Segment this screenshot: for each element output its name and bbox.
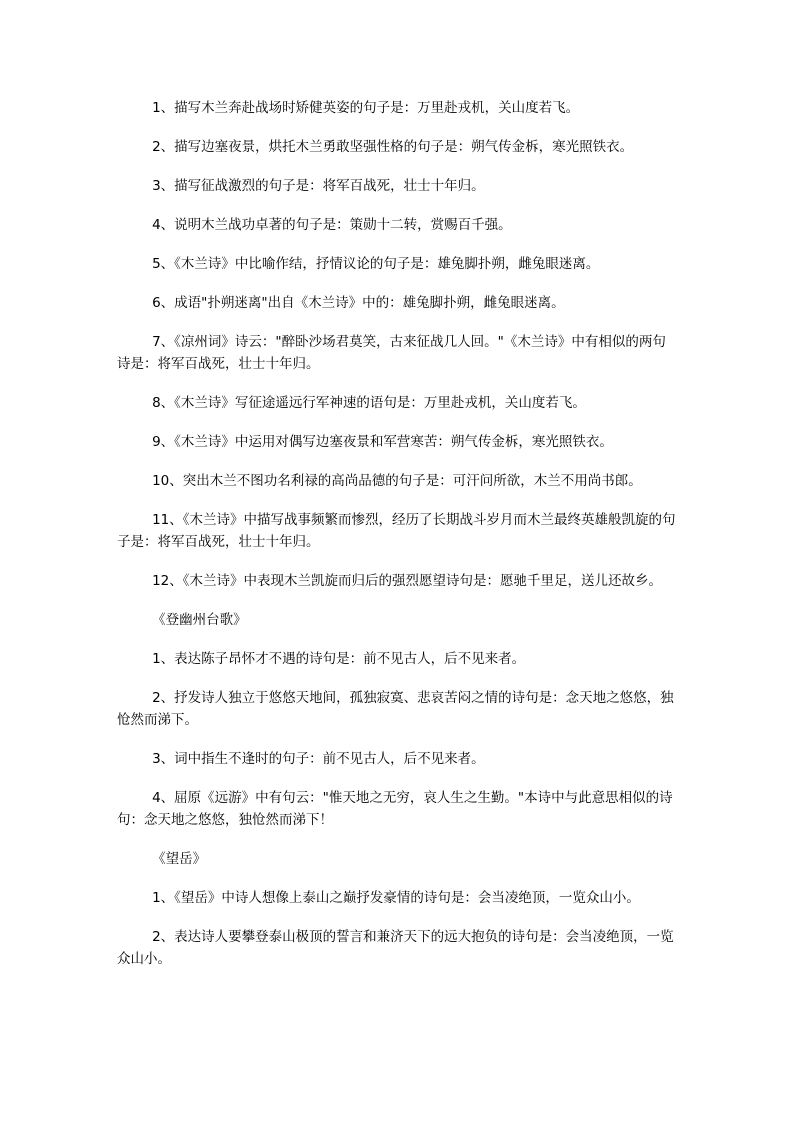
paragraph: 12、《木兰诗》中表现木兰凯旋而归后的强烈愿望诗句是：愿驰千里足，送儿还故乡。: [152, 573, 663, 589]
paragraph: 3、描写征战激烈的句子是：将军百战死，壮士十年归。: [152, 178, 485, 194]
section-title: 《望岳》: [152, 851, 207, 867]
paragraph: 4、说明木兰战功卓著的句子是：策勋十二转，赏赐百千强。: [152, 217, 512, 233]
paragraph: 4、屈原《远游》中有句云："惟天地之无穷，哀人生之生勤。"本诗中与此意思相似的诗句：念天地之悠悠，独怆然而涕下！: [117, 790, 673, 828]
paragraph: 1、表达陈子昂怀才不遇的诗句是：前不见古人，后不见来者。: [152, 651, 526, 667]
section-title: 《登幽州台歌》: [152, 612, 247, 628]
paragraph: 6、成语"扑朔迷离"出自《木兰诗》中的：雄兔脚扑朔，雌兔眼迷离。: [152, 295, 565, 311]
paragraph: 2、表达诗人要攀登泰山极顶的誓言和兼济天下的远大抱负的诗句是：会当凌绝顶，一览众山小。: [117, 929, 674, 967]
paragraph: 5、《木兰诗》中比喻作结，抒情议论的句子是：雄兔脚扑朔，雌兔眼迷离。: [152, 256, 600, 272]
paragraph: 10、突出木兰不图功名利禄的高尚品德的句子是：可汗问所欲，木兰不用尚书郎。: [152, 473, 642, 489]
paragraph: 2、描写边塞夜景，烘托木兰勇敢坚强性格的句子是：朔气传金柝，寒光照铁衣。: [152, 139, 634, 155]
paragraph: 8、《木兰诗》写征途遥远行军神速的语句是：万里赴戎机，关山度若飞。: [152, 395, 586, 411]
document-page: [117, 97, 679, 987]
paragraph: 11、《木兰诗》中描写战事频繁而惨烈，经历了长期战斗岁月而木兰最终英雄般凯旋的句子是：将军百战死，壮士十年归。: [117, 512, 676, 550]
paragraph: 1、描写木兰奔赴战场时矫健英姿的句子是：万里赴戎机，关山度若飞。: [152, 100, 580, 116]
paragraph: 2、抒发诗人独立于悠悠天地间，孤独寂寞、悲哀苦闷之情的诗句是：念天地之悠悠，独怆然而涕下。: [117, 690, 674, 728]
paragraph: 9、《木兰诗》中运用对偶写边塞夜景和军营寒苦：朔气传金柝，寒光照铁衣。: [152, 434, 613, 450]
paragraph: 7、《凉州词》诗云："醉卧沙场君莫笑，古来征战几人回。"《木兰诗》中有相似的两句诗是：将军百战死，壮士十年归。: [117, 334, 666, 372]
paragraph: 1、《望岳》中诗人想像上泰山之巅抒发豪情的诗句是：会当凌绝顶，一览众山小。: [152, 890, 640, 906]
paragraph: 3、词中指生不逢时的句子：前不见古人，后不见来者。: [152, 751, 485, 767]
